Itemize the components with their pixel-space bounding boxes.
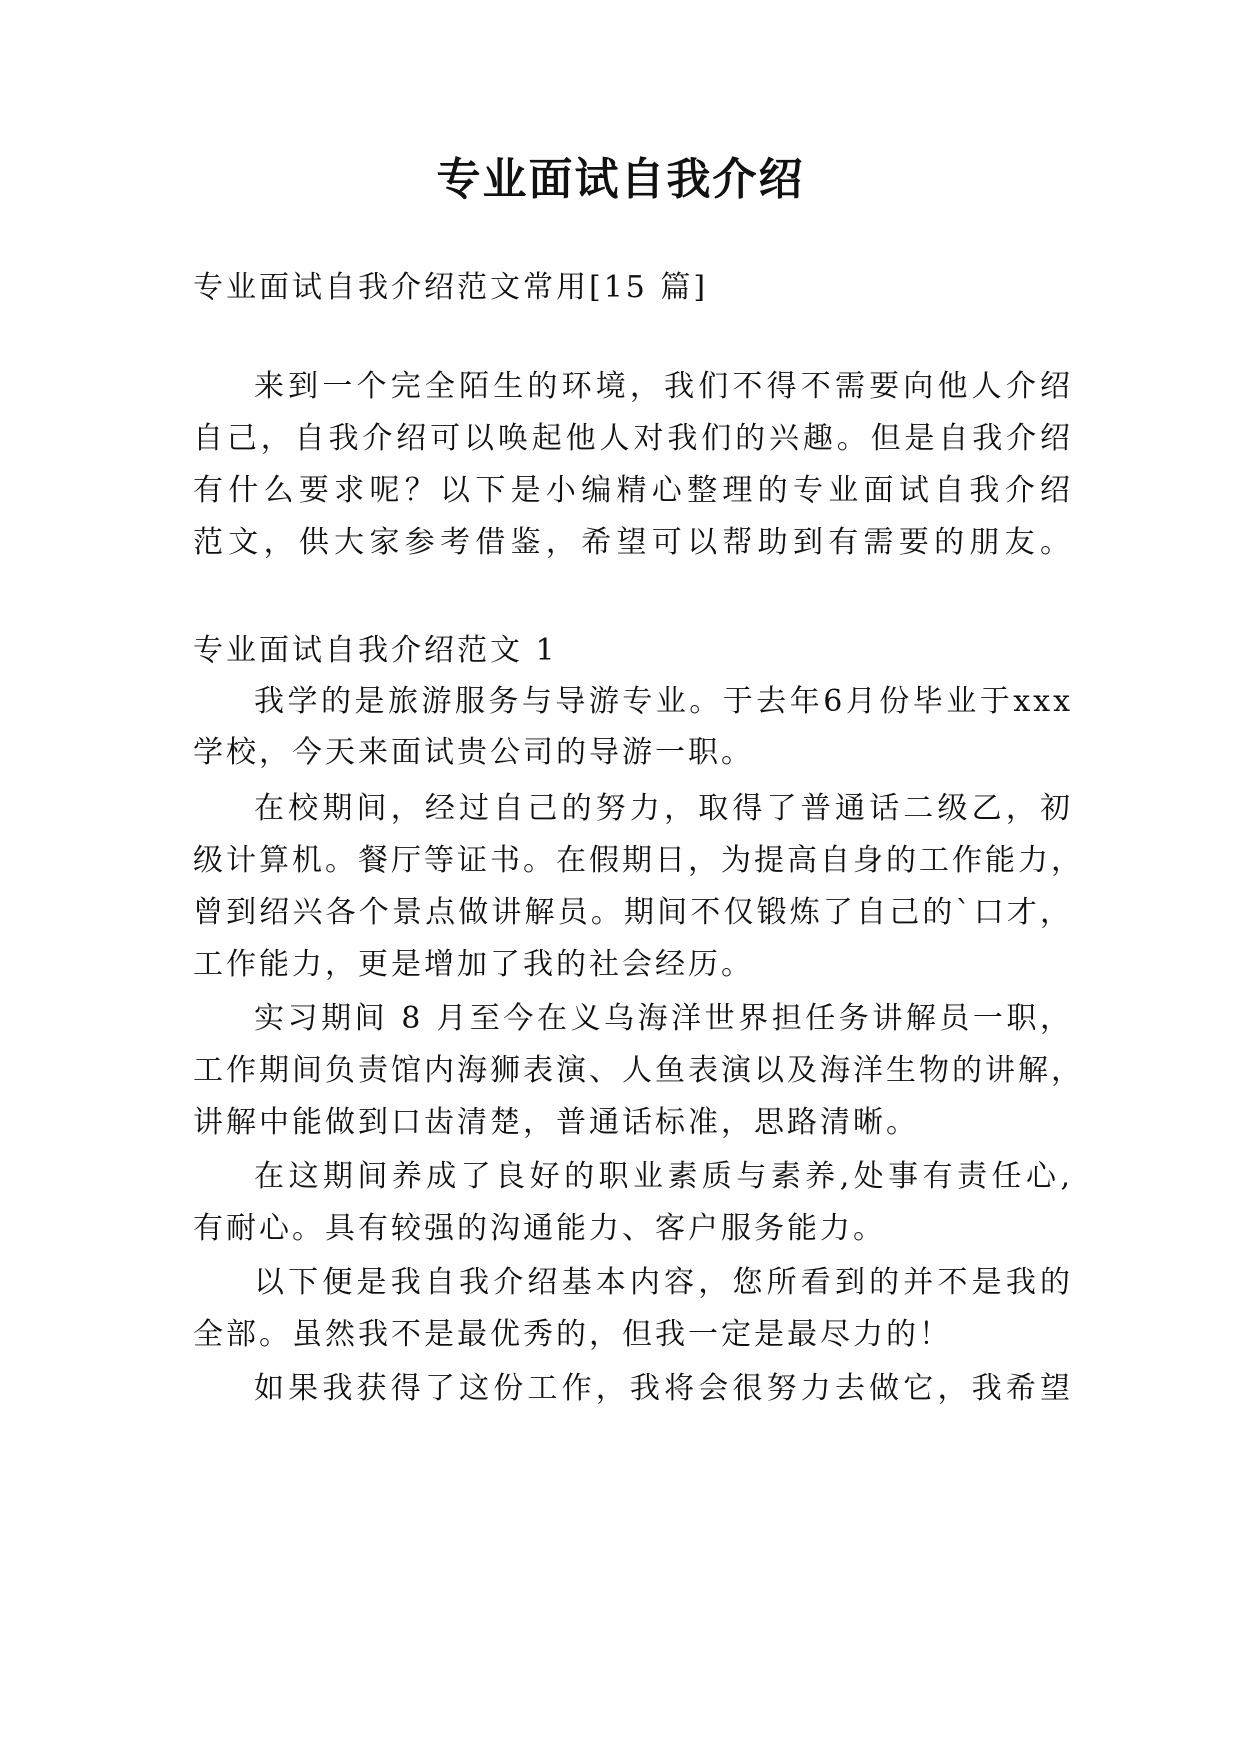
section-1-line-7: 实习期间 8 月至今在义乌海洋世界担任务讲解员一职， [254, 1001, 1073, 1036]
section-1-line-8: 工作期间负责馆内海狮表演、人鱼表演以及海洋生物的讲解， [193, 1053, 1084, 1088]
intro-line-4: 范文，供大家参考借鉴，希望可以帮助到有需要的朋友。 [193, 525, 1073, 560]
section-1-line-5: 曾到绍兴各个景点做讲解员。期间不仅锻炼了自己的`口才， [193, 895, 1073, 930]
intro-line-3: 有什么要求呢？以下是小编精心整理的专业面试自我介绍 [193, 473, 1073, 508]
section-1-line-12: 以下便是我自我介绍基本内容，您所看到的并不是我的 [254, 1265, 1073, 1300]
section-1-line-14: 如果我获得了这份工作，我将会很努力去做它，我希望 [254, 1371, 1073, 1406]
section-1-line-3: 在校期间，经过自己的努力，取得了普通话二级乙，初 [254, 791, 1073, 826]
section-1-line-11: 有耐心。具有较强的沟通能力、客户服务能力。 [193, 1211, 886, 1246]
document-subtitle: 专业面试自我介绍范文常用[15 篇] [193, 270, 709, 305]
section-1-line-6: 工作能力，更是增加了我的社会经历。 [193, 947, 754, 982]
section-1-line-1: 我学的是旅游服务与导游专业。于去年6月份毕业于xxx [254, 684, 1073, 719]
intro-line-1: 来到一个完全陌生的环境，我们不得不需要向他人介绍 [254, 369, 1073, 404]
section-1-line-10: 在这期间养成了良好的职业素质与素养,处事有责任心, [254, 1159, 1073, 1194]
section-1-line-2: 学校，今天来面试贵公司的导游一职。 [193, 735, 754, 770]
section-1-line-13: 全部。虽然我不是最优秀的，但我一定是最尽力的！ [193, 1317, 952, 1352]
section-1-heading: 专业面试自我介绍范文 1 [193, 633, 558, 668]
section-1-line-4: 级计算机。餐厅等证书。在假期日，为提高自身的工作能力， [193, 843, 1084, 878]
intro-line-2: 自己，自我介绍可以唤起他人对我们的兴趣。但是自我介绍 [193, 421, 1073, 456]
section-1-line-9: 讲解中能做到口齿清楚，普通话标准，思路清晰。 [193, 1105, 919, 1140]
document-title: 专业面试自我介绍 [436, 154, 805, 205]
